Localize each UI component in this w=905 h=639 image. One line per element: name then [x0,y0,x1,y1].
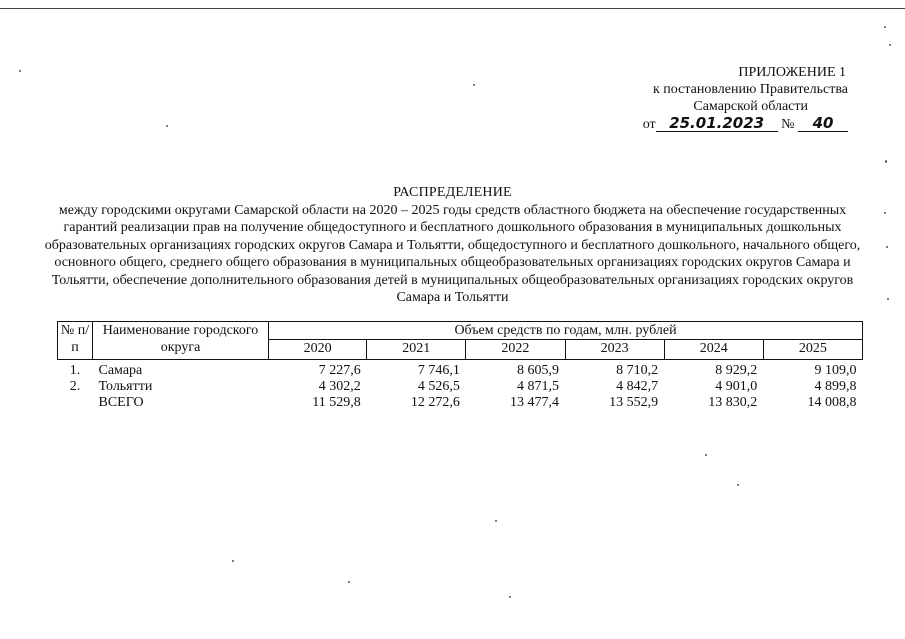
row-value: 13 477,4 [510,395,559,410]
row-value: 9 109,0 [814,363,857,378]
row-value: 14 008,8 [807,395,857,410]
table-row [58,379,863,395]
row-value: 4 901,0 [715,379,758,394]
header-year: 2025 [763,340,862,360]
row-number: 1. [69,363,81,378]
appendix-region-line: Самарской области [693,99,808,114]
table-row-total [58,395,863,411]
header-no: № п/п [58,322,93,360]
row-value: 4 899,8 [814,379,857,394]
title-heading: РАСПРЕДЕЛЕНИЕ [393,185,512,200]
row-value: 11 529,8 [312,395,361,410]
scan-top-border [0,8,905,9]
scan-speck [884,26,886,28]
row-number: 2. [69,379,81,394]
row-value: 8 929,2 [715,363,758,378]
scan-speck [232,560,234,562]
scan-speck [19,70,21,72]
row-value: 7 746,1 [417,363,460,378]
header-group: Объем средств по годам, млн. рублей [269,322,863,340]
handwritten-number: 40 [798,116,848,132]
scan-speck [737,484,739,486]
row-value: 12 272,6 [410,395,460,410]
number-label: № [781,117,795,132]
scan-speck [887,298,889,300]
scan-speck [884,212,886,214]
appendix-block [618,64,848,133]
scan-speck [885,160,887,163]
row-value: 7 227,6 [318,363,361,378]
from-label: от [642,117,656,132]
scan-speck [348,581,350,583]
document-title [40,184,865,307]
appendix-decree-line: к постановлению Правительства [652,82,848,97]
scan-speck [889,44,891,46]
handwritten-date: 25.01.2023 [656,116,778,132]
row-number [58,395,93,411]
scan-speck [495,520,497,522]
scan-speck [886,246,888,248]
distribution-table [57,321,863,411]
row-value: 8 605,9 [517,363,559,378]
header-year: 2024 [664,340,763,360]
table-row [58,360,863,380]
row-value: 4 526,5 [417,379,460,394]
row-name: Самара [98,363,143,378]
row-value: 8 710,2 [616,363,659,378]
header-year: 2020 [269,340,367,360]
appendix-title: ПРИЛОЖЕНИЕ 1 [738,65,846,80]
scan-speck [166,125,168,127]
scan-speck [705,454,707,456]
row-value: 4 302,2 [318,379,361,394]
row-value: 13 830,2 [708,395,758,410]
title-body: между городскими округами Самарской области на 2020 – 2025 годы средств областного бюджета на обеспечение государственных гарантий реализации прав на получение общедоступного и бесплатного дошкольного образования в муниципальных дошкольных образовательных организациях городских округов Самара и Тольятти, общедоступного и бесплатного дошкольного, начального общего, основного общего, среднего общего образования в муниципальных общеобразовательных организациях городских округов Самара и Тольятти, обеспечение дополнительного образования детей в муниципальных общеобразовательных организациях городских округов Самара и Тольятти [44,202,861,305]
scan-speck [473,84,475,86]
row-name: ВСЕГО [98,395,144,410]
row-name: Тольятти [98,379,153,394]
row-value: 4 871,5 [517,379,559,394]
header-year: 2021 [367,340,466,360]
header-year: 2022 [466,340,565,360]
header-name: Наименование городского округа [93,322,269,360]
header-year: 2023 [565,340,664,360]
row-value: 4 842,7 [616,379,659,394]
row-value: 13 552,9 [609,395,659,410]
appendix-date-line [618,116,848,133]
scan-speck [509,596,511,598]
